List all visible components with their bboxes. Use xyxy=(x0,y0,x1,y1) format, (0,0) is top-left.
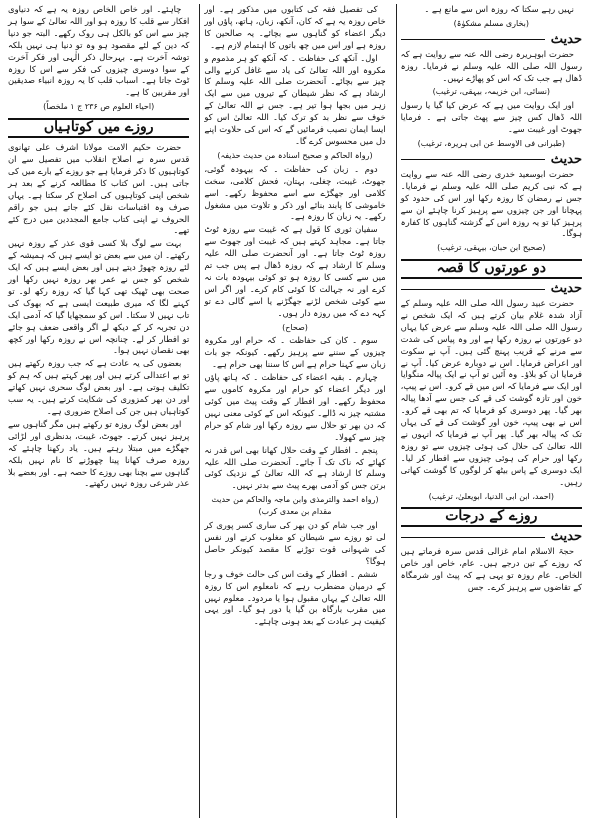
reference: (احمد، ابن ابی الدنیا، ابویعلیٰ، ترغیب) xyxy=(428,491,555,501)
hadith-label: حدیث xyxy=(550,281,582,297)
hadith-text: حضرت عبید رسول اللہ صلی اللہ علیہ وسلم کے آزاد شدہ غلام بیان کرتے ہیں کہ ایک شخص نے رسول اللہ صلی اللہ علیہ وسلم سے عرض کیا یہاں دو عورتوں نے روزہ رکھا ہے اور وہ پیاس کی شدت سے مرنے کے قریب پہنچ گئی ہیں۔ آپ نے سکوت اور اعراض فرمایا۔ اس نے دوبارہ عرض کیا۔ آپ نے فرمایا ان کو بلاؤ۔ وہ آئیں تو آپ نے ایک پیالہ منگوایا اور ایک سے فرمایا کہ اس میں قے کرو۔ اس نے پیپ، خون اور تازہ گوشت کی قے کی جس سے آدھا پیالہ بھر گیا۔ پھر دوسری کو فرمایا کہ تم بھی قے کرو۔ اس نے بھی پیپ، خون اور گوشت کی قے کی یہاں تک کہ پیالہ بھر گیا۔ پھر آپ نے فرمایا کہ انہوں نے اللہ تعالیٰ کی حلال کی ہوئی چیزوں سے تو روزہ رکھا اور حرام کی ہوئی چیزوں سے افطار کر لیا۔ ایک دوسری کے پاس بیٹھ کر لوگوں کا گوشت کھاتی رہیں۔ xyxy=(400,298,582,487)
hadith-text: حضرت ابوہریرہ رضی اللہ عنہ سے روایت ہے کہ رسول اللہ صلی اللہ علیہ وسلم نے فرمایا۔ روزہ ڈھال ہے جب تک کہ اس کو پھاڑے نہیں۔ xyxy=(400,48,582,83)
reference: (صحاح) xyxy=(282,322,308,332)
hadith-label: حدیث xyxy=(550,151,582,167)
middle-column xyxy=(199,4,389,818)
body-text: اور بعض لوگ روزہ تو رکھتے ہیں مگر گناہوں سے پرہیز نہیں کرتے۔ جھوٹ، غیبت، بدنظری اور لڑائی جھگڑے میں مبتلا رہتے ہیں۔ یاد رکھنا چاہئے کہ روزہ صرف کھانا پینا چھوڑنے کا نام نہیں بلکہ گناہوں سے بچنا بھی روزے کا حصہ ہے۔ اور بعضے بلا عذر شرعی روزہ نہیں رکھتے۔ xyxy=(8,418,190,489)
body-text: سوم ۔ کان کی حفاظت ۔ کہ حرام اور مکروہ چیزوں کے سننے سے پرہیز رکھے۔ کیونکہ جو بات زبان سے کہنا حرام ہے اس کا سننا بھی حرام ہے۔ xyxy=(204,335,386,370)
hadith-label: حدیث xyxy=(550,529,582,545)
section-title: دو عورتوں کا قصہ xyxy=(401,259,582,279)
body-text: ششم ۔ افطار کے وقت اس کی حالت خوف و رجا کے درمیان مضطرب رہے کہ نامعلوم اس کا روزہ اللہ تعالیٰ کے یہاں مقبول ہوا یا مردود۔ معلوم نہیں میں مقرب بارگاہ بن گیا یا دور ہو گیا۔ اور یہی کیفیت ہر عبادت کے بعد ہونی چاہئے۔ xyxy=(204,568,386,627)
body-text: چاہئے۔ اور خاص الخاص روزہ یہ ہے کہ دنیاوی افکار سے قلب کا روزہ ہو اور اللہ تعالیٰ کے سوا ہر چیز سے اس کو بالکل ہی روک رکھے۔ البتہ جو دنیا کہ دین کے لئے مقصود ہو وہ تو دنیا ہی نہیں بلکہ توشہ آخرت ہے۔ بہرحال ذکر الٰہی اور فکر آخرت کے سوا دوسری چیزوں کی فکر سے اس کا روزہ ٹوٹ جاتا ہے۔ اسباب قلب کا یہ روزہ انبیاء صدیقین اور مقربین کا ہے۔ xyxy=(8,4,190,98)
body-text: اول۔ آنکھ کی حفاظت ۔ کہ آنکھ کو ہر مذموم و مکروہ اور اللہ تعالیٰ کی یاد سے غافل کرنے والی چیز سے بچائے۔ آنحضرت صلی اللہ علیہ وسلم کا ارشاد ہے کہ نظر شیطان کے تیروں میں سے ایک زہر میں بجھا ہوا تیر ہے۔ جس نے اللہ تعالیٰ کے خوف سے نظر بد کو ترک کیا۔ اللہ تعالیٰ اس کو ایسا ایمان نصیب فرمائیں گے کہ اس کی حلاوت اپنے دل میں محسوس کرے گا۔ xyxy=(204,52,386,146)
hadith-text: اور ایک روایت میں ہے کہ عرض کیا گیا یا رسول اللہ ڈھال کس چیز سے پھٹ جاتی ہے ۔ فرمایا جھوٹ اور غیبت سے۔ xyxy=(400,100,582,135)
body-text: بہت سے لوگ بلا کسی قوی عذر کے روزہ نہیں رکھتے۔ ان میں سے بعض تو ایسے ہیں کہ ہمیشہ کے لئے روزہ چھوڑ دیتے ہیں اور بعض ایسے ہیں کہ ایک شخص کو جس نے عمر بھر روزہ نہیں رکھا اور صحت بھی ٹھیک تھی کہا گیا کہ روزہ رکھ لو۔ تو کہنے لگا کہ میری طبیعت ایسی ہے کہ بھوک کی تاب نہیں لا سکتا۔ اس کو سمجھایا گیا کہ آدمی ایک دن تجربہ کر کے دیکھ لے اگر واقعی ضعف ہو جائے تو افطار کر لے۔ چنانچہ اس نے روزہ رکھا اور کچھ بھی نقصان نہیں ہوا۔ xyxy=(8,238,190,356)
body-text: کی تفصیل فقہ کی کتابوں میں مذکور ہے۔ اور خاص روزہ یہ ہے کہ کان، آنکھ، زبان، ہاتھ، پاؤں اور دیگر اعضاء کو گناہوں سے بچائے۔ یہ صالحین کا روزہ ہے اور اس میں چھ باتوں کا اہتمام لازم ہے۔ xyxy=(204,4,386,50)
reference: (رواہ احمد والترمذی وابن ماجہ والحاکم من حدیث مقدام بن معدی کرب) xyxy=(211,495,379,517)
hadith-heading xyxy=(401,531,582,543)
reference: (بخاری مسلم مشکوٰۃ) xyxy=(453,18,529,28)
body-text: حضرت حکیم الامت مولانا اشرف علی تھانوی قدس سرہ نے اصلاح انقلاب میں تفصیل سے ان کوتاہیوں کا ذکر فرمایا ہے جو روزے کے بارے میں کی جاتی ہیں۔ اس کتاب کا مطالعہ کرنے کے بعد ہر شخص اپنی کوتاہیوں کی اصلاح کر سکتا ہے۔ یہاں صرف وہ اقتباسات نقل کئے جاتے ہیں جو راقم الحروف نے اپنی کتاب جامع المجددین میں درج کئے تھے۔ xyxy=(8,142,190,236)
hadith-heading xyxy=(401,283,582,295)
reference: (نسائی، ابن خزیمہ، بیہقی، ترغیب) xyxy=(432,87,551,97)
three-column-layout xyxy=(4,4,586,818)
body-text: دوم ۔ زبان کی حفاظت ۔ کہ بیہودہ گوئی، جھوٹ، غیبت، چغلی، بہتان، فحش کلامی، سخت کلامی اور جھگڑے سے اسے محفوظ رکھے۔ اسے خاموشی کا پابند بنائے اور ذکر و تلاوت میں مشغول رکھے۔ یہ زبان کا روزہ ہے۔ xyxy=(204,163,386,222)
reference: (احیاء العلوم ص ۲۳۶ ج ۱ ملخصاً) xyxy=(43,102,155,112)
left-column xyxy=(4,4,193,818)
hadith-heading xyxy=(401,31,582,47)
section-title: روزے کے درجات xyxy=(401,507,582,527)
reference: (رواہ الحاکم و صحیح اسنادہ من حدیث حذیفہ) xyxy=(217,150,373,160)
body-text: سفیان ثوری کا قول ہے کہ غیبت سے روزہ ٹوٹ جاتا ہے۔ مجاہد کہتے ہیں کہ غیبت اور جھوٹ سے روزہ ٹوٹ جاتا ہے۔ اور آنحضرت صلی اللہ علیہ وسلم کا ارشاد ہے کہ روزہ ڈھال ہے پس جب تم میں سے کسی کا روزہ ہو تو کوئی بیہودہ بات نہ کرے اور نہ جہالت کا کوئی کام کرے۔ اور اگر اس سے کوئی شخص لڑنے جھگڑنے یا اسے گالی دے تو کہہ دے کہ میں روزہ دار ہوں۔ xyxy=(204,224,386,318)
body-text: حجۃ الاسلام امام غزالی قدس سرہ فرماتے ہیں کہ روزے کے تین درجے ہیں۔ عام، خاص اور خاص الخاص۔ عام روزہ تو یہی ہے کہ پیٹ اور شرمگاہ کے تقاضوں سے پرہیز کرے۔ جس xyxy=(400,546,582,592)
reference: (صحیح ابن حبان، بیہقی، ترغیب) xyxy=(437,243,546,253)
body-text: پنجم ۔ افطار کے وقت حلال کھانا بھی اس قدر نہ کھائے کہ ناک تک آ جائے۔ آنحضرت صلی اللہ علیہ وسلم کا ارشاد ہے کہ اللہ تعالیٰ کے نزدیک کوئی برتن جس کو آدمی بھرے پیٹ سے بدتر نہیں۔ xyxy=(204,444,386,491)
section-title: روزے میں کوتاہیاں xyxy=(8,118,189,138)
body-text: اور جب شام کو دن بھر کی ساری کسر پوری کر لی تو روزے سے شیطان کو مغلوب کرنے اور نفس کی شہوانی قوت توڑنے کا مقصد کیونکر حاصل ہوگا؟ xyxy=(204,520,386,566)
reference: (طبرانی فی الاوسط عن ابی ہریرہ، ترغیب) xyxy=(417,139,565,149)
hadith-label: حدیث xyxy=(550,31,582,47)
hadith-heading xyxy=(401,151,582,167)
right-column xyxy=(396,4,586,818)
hadith-text: حضرت ابوسعید خدری رضی اللہ عنہ سے روایت ہے کہ نبی کریم صلی اللہ علیہ وسلم نے فرمایا۔ جس نے رمضان کا روزہ رکھا اور اس کی حدود کو پہچانا اور جن چیزوں سے پرہیز کرنا چاہئے ان سے پرہیز کیا تو یہ روزہ اس کے گزشتہ گناہوں کا کفارہ ہوگا۔ xyxy=(400,168,582,239)
body-text: چہارم ۔ بقیہ اعضاء کی حفاظت ۔ کہ ہاتھ پاؤں اور دیگر اعضاء کو حرام اور مکروہ کاموں سے محفوظ رکھے۔ اور افطار کے وقت پیٹ میں کوئی مشتبہ چیز نہ ڈالے۔ کیونکہ اس کے کوئی معنی نہیں کہ دن بھر تو حلال سے روزہ رکھا اور شام کو حرام چیز سے کھولا۔ xyxy=(204,372,386,442)
top-line: نہیں رہے سکتا کہ روزہ اس سے مانع ہے ۔ xyxy=(424,4,574,14)
body-text: بعضوں کی یہ عادت ہے کہ جب روزہ رکھتے ہیں تو بے اعتدالی کرتے ہیں اور پھر کہتے ہیں کہ ہم کو تکلیف ہوتی ہے۔ اور بعض لوگ سحری نہیں کھاتے اور دن بھر کمزوری کی شکایت کرتے ہیں۔ یہ سب کوتاہیاں ہیں جن کی اصلاح ضروری ہے۔ xyxy=(8,358,190,416)
